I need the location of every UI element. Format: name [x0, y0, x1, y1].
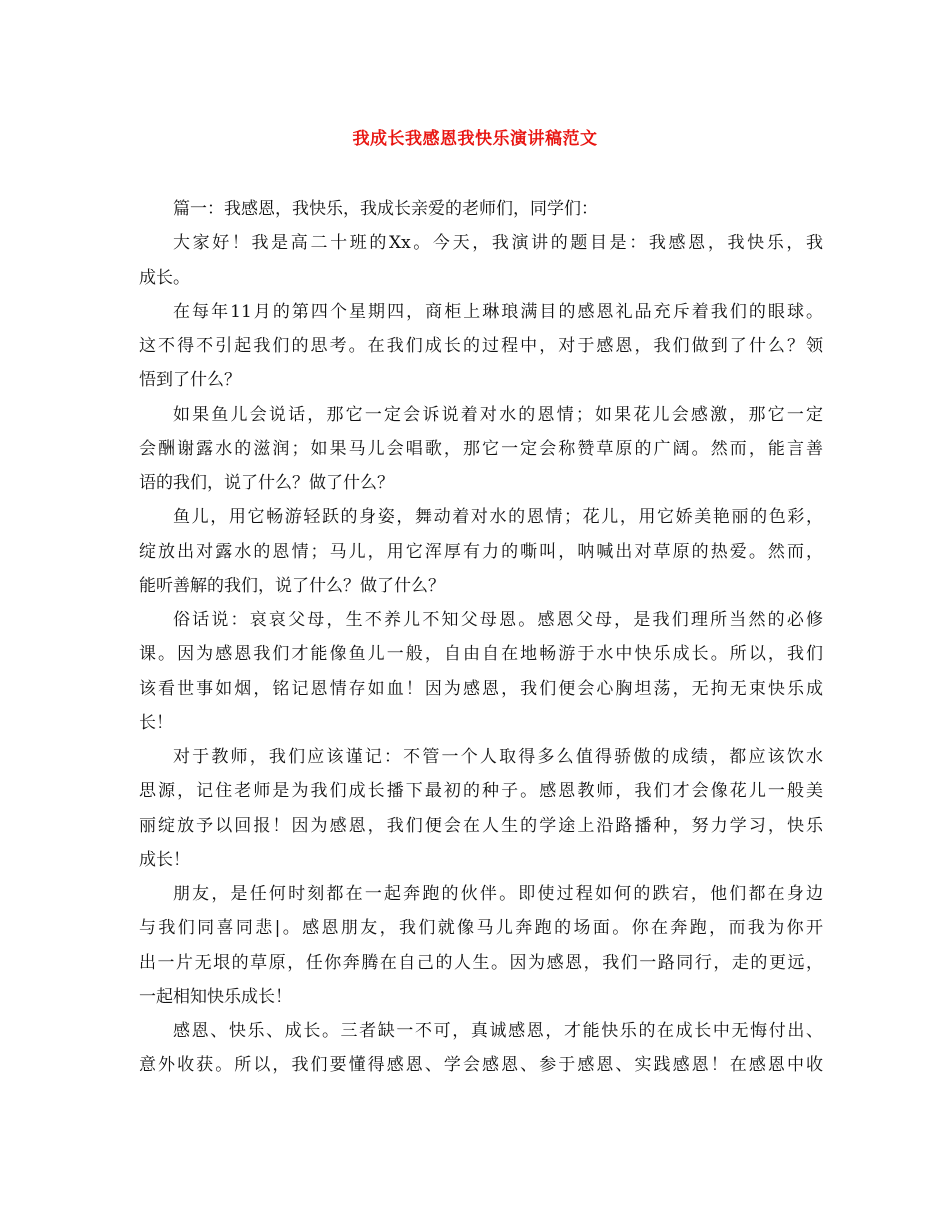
paragraph-line: 长！ [139, 712, 173, 733]
paragraph-line: 成长。 [139, 267, 190, 288]
paragraph-line: 与我们同喜同悲|。感恩朋友，我们就像马儿奔跑的场面。你在奔跑，而我为你开 [139, 918, 823, 939]
paragraph-line: 成长！ [139, 849, 190, 870]
paragraph-line: 该看世事如烟，铭记恩情存如血！因为感恩，我们便会心胸坦荡，无拘无束快乐成 [139, 678, 823, 699]
paragraph-line: 能听善解的我们，说了什么？做了什么？ [139, 575, 445, 596]
paragraph-line: 会酬谢露水的滋润；如果马儿会唱歌，那它一定会称赞草原的广阔。然而，能言善 [139, 438, 823, 459]
paragraph-line: 意外收获。所以，我们要懂得感恩、学会感恩、参于感恩、实践感恩！在感恩中收 [139, 1055, 823, 1076]
document-body [139, 192, 823, 1083]
paragraph-line: 鱼儿，用它畅游轻跃的身姿，舞动着对水的恩情；花儿，用它娇美艳丽的色彩， [173, 507, 823, 528]
paragraph-line: 如果鱼儿会说话，那它一定会诉说着对水的恩情；如果花儿会感激，那它一定 [173, 404, 823, 425]
paragraph-line: 丽绽放予以回报！因为感恩，我们便会在人生的学途上沿路播种，努力学习，快乐 [139, 815, 823, 836]
document-title: 我成长我感恩我快乐演讲稿范文 [352, 129, 598, 149]
paragraph-line: 出一片无垠的草原，任你奔腾在自己的人生。因为感恩，我们一路同行，走的更远， [139, 952, 823, 973]
paragraph-line: 感恩、快乐、成长。三者缺一不可，真诚感恩，才能快乐的在成长中无悔付出、 [173, 1021, 823, 1041]
paragraph-line: 思源，记住老师是为我们成长播下最初的种子。感恩教师，我们才会像花儿一般美 [139, 781, 823, 802]
paragraph-line: 在每年11月的第四个星期四，商柜上琳琅满目的感恩礼品充斥着我们的眼球。 [173, 301, 823, 322]
paragraph-line: 对于教师，我们应该谨记：不管一个人取得多么值得骄傲的成绩，都应该饮水 [173, 747, 823, 767]
paragraph-line: 这不得不引起我们的思考。在我们成长的过程中，对于感恩，我们做到了什么？领 [139, 336, 823, 356]
paragraph-line: 大家好！我是高二十班的Xx。今天，我演讲的题目是：我感恩，我快乐，我 [173, 233, 823, 254]
paragraph-line: 语的我们，说了什么？做了什么？ [139, 473, 394, 493]
paragraph-line: 课。因为感恩我们才能像鱼儿一般，自由自在地畅游于水中快乐成长。所以，我们 [139, 644, 823, 665]
paragraph-line: 绽放出对露水的恩情；马儿，用它浑厚有力的嘶叫，呐喊出对草原的热爱。然而， [139, 541, 823, 562]
paragraph-line: 篇一：我感恩，我快乐，我成长亲爱的老师们，同学们： [173, 199, 598, 219]
paragraph-line: 朋友，是任何时刻都在一起奔跑的伙伴。即使过程如何的跌宕，他们都在身边 [173, 884, 823, 904]
paragraph-line: 悟到了什么？ [139, 370, 241, 391]
paragraph-line: 一起相知快乐成长！ [139, 986, 292, 1007]
paragraph-line: 俗话说：哀哀父母，生不养儿不知父母恩。感恩父母，是我们理所当然的必修 [173, 610, 823, 630]
